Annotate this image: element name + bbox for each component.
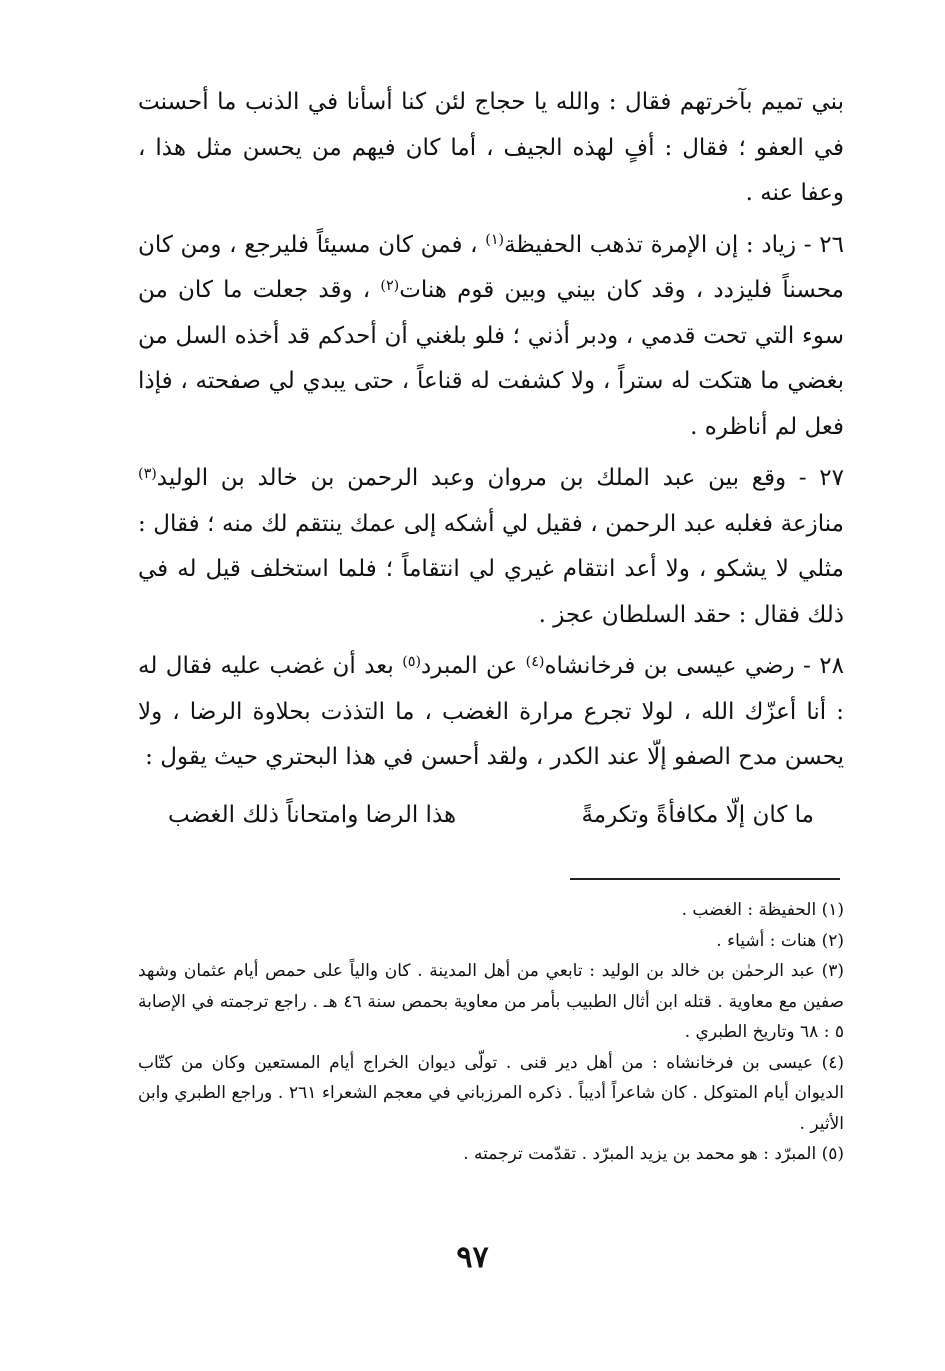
footnote-1: (١) الحفيظة : الغضب . — [681, 900, 844, 920]
paragraph-text: ٢٧ - وقع بين عبد الملك بن مروان وعبد الرحمن بن خالد بن الوليد — [156, 465, 844, 491]
paragraph-continuation — [138, 80, 844, 217]
footnote-ref-3[interactable]: (٣) — [138, 465, 157, 482]
footnote-ref-5[interactable]: (٥) — [402, 653, 422, 670]
paragraph-text: بني تميم بآخرتهم فقال : والله يا حجاج لئن كنا أسأنا في الذنب ما أحسنت في العفو ؛ فقال : أفٍ لهذه الجيف ، أما كان فيهم من يحسن مثل هذا ، وعفا عنه . — [138, 89, 844, 206]
paragraph-text: ٢٦ - زياد : إن الإمرة تذهب الحفيظة — [504, 231, 844, 258]
paragraph-28 — [138, 644, 844, 781]
footnote-2: (٢) هنات : أشياء . — [716, 930, 844, 951]
main-text — [138, 80, 844, 837]
verse-second-hemistich: هذا الرضا وامتحاناً ذلك الغضب — [168, 801, 457, 828]
footnote-ref-2[interactable]: (٢) — [380, 277, 400, 294]
footnotes — [138, 895, 844, 1170]
paragraph-27 — [138, 456, 844, 638]
footnote-3: (٣) عبد الرحمٰن بن خالد بن الوليد : تابعي من أهل المدينة . كان والياً على حمص أيام عثمان وشهد صفين مع معاوية . قتله ابن أثال الطبيب بأمر من معاوية بحمص سنة ٤٦ هـ . راجع ترجمته في الإصابة ٥ : ٦٨ وتاريخ الطبري . — [138, 961, 845, 1042]
paragraph-text: عن المبرد — [421, 653, 526, 679]
footnote-4: (٤) عيسى بن فرخانشاه : من أهل دير قنى . تولّى ديوان الخراج أيام المستعين وكان من كتّاب الديوان أيام المتوكل . كان شاعراً أديباً . ذكره المرزباني في معجم الشعراء ٢٦١ . وراجع الطبري وابن الأثير . — [138, 1052, 844, 1134]
footnote-5: (٥) المبرّد : هو محمد بن يزيد المبرّد . تقدّمت ترجمته . — [463, 1144, 844, 1164]
paragraph-26 — [138, 223, 844, 451]
paragraph-text: ، وقد جعلت ما كان من سوء التي تحت قدمي ، ودبر أذني ؛ فلو بلغني أن أحدكم قد أخذه السل من بغضي ما هتكت له ستراً ، ولا كشفت له قناعاً ، حتى يبدي لي صفحته ، فإذا فعل لم أناظره . — [138, 277, 844, 440]
paragraph-text: بعد أن غضب عليه فقال له : أنا أعزّك الله ، لولا تجرع مرارة الغضب ، ما التذذت بحلاوة الرضا ، ولا يحسن مدح الصفو إلّا عند الكدر ، ولقد أحسن في هذا البحتري حيث يقول : — [138, 653, 844, 770]
paragraph-text: منازعة فغلبه عبد الرحمن ، فقيل لي أشكه إلى عمك ينتقم لك منه ؛ فقال : مثلي لا يشكو ، ولا أعد انتقام غيري لي انتقاماً ؛ فلما استخلف قيل له في ذلك فقال : حقد السلطان عجز . — [138, 510, 844, 628]
paragraph-text: ٢٨ - رضي عيسى بن فرخانشاه — [544, 653, 844, 679]
footnote-divider — [570, 878, 840, 880]
paragraph-text: ، فمن كان مسيئاً فليرجع ، ومن كان محسناً فليزدد ، وقد كان بيني وبين قوم هنات — [138, 231, 844, 303]
poem-verse — [168, 793, 814, 837]
verse-first-hemistich: ما كان إلّا مكافأةً وتكرمةً — [581, 801, 814, 828]
footnote-ref-4[interactable]: (٤) — [525, 653, 545, 670]
page-number: ٩٧ — [456, 1240, 489, 1275]
footnote-ref-1[interactable]: (١) — [485, 232, 505, 249]
